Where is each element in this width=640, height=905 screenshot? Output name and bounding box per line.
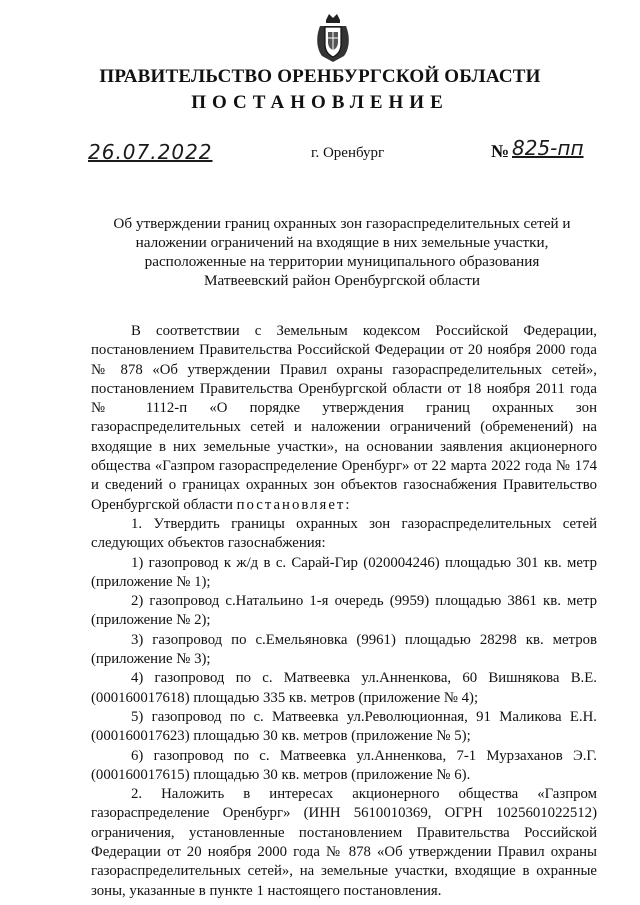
object-item: 1) газопровод к ж/д в с. Сарай-Гир (020004246) площадью 301 кв. метр (приложение № 1); — [91, 554, 597, 590]
document-city: г. Оренбург — [311, 145, 385, 161]
document-number: 825-пп — [512, 136, 584, 160]
subject-line: наложении ограничений на входящие в них земельные участки, — [135, 234, 549, 251]
object-item: 6) газопровод по с. Матвеевка ул.Анненкова, 7-1 Мурзаханов Э.Г. (000160017615) площадью 30 кв. метров (приложение № 6). — [91, 747, 597, 783]
government-title: ПРАВИТЕЛЬСТВО ОРЕНБУРГСКОЙ ОБЛАСТИ — [99, 66, 541, 87]
object-item: 4) газопровод по с. Матвеевка ул.Анненкова, 60 Вишнякова В.Е. (000160017618) площадью 335 кв. метров (приложение № 4); — [91, 670, 597, 706]
object-item: 5) газопровод по с. Матвеевка ул.Революционная, 91 Маликова Е.Н. (000160017623) площадью 30 кв. метров (приложение № 5); — [91, 708, 597, 745]
document-type: ПОСТАНОВЛЕНИЕ — [191, 92, 449, 113]
subject-line: расположенные на территории муниципального образования — [144, 253, 540, 270]
document-body — [91, 322, 597, 901]
subject-line: Об утверждении границ охранных зон газораспределительных сетей и — [113, 215, 571, 232]
object-item: 3) газопровод по с.Емельяновка (9961) площадью 28298 кв. метров (приложение № 3); — [91, 631, 597, 668]
object-item: 2) газопровод с.Натальино 1-я очередь (9959) площадью 3861 кв. метр (приложение № 2); — [91, 593, 597, 629]
subject-line: Матвеевский район Оренбургской области — [204, 272, 480, 289]
document-date: 26.07.2022 — [88, 140, 213, 164]
item-1: 1. Утвердить границы охранных зон газораспределительных сетей следующих объектов газоснабжения: — [91, 515, 597, 552]
preamble-paragraph — [91, 322, 597, 515]
number-sign: № — [491, 141, 510, 161]
item-2: 2. Наложить в интересах акционерного общества «Газпром газораспределение Оренбург» (ИНН 5610010369, ОГРН 1025601022512) ограничения, установленные постановлением Правительства Российской Федерации от 20 ноября 2000 года № 878 «Об утверждении Правил охраны газораспределительных сетей», на земельные участки, входящие в охранные зоны, указанные в пункте 1 настоящего постановления. — [91, 786, 597, 899]
preamble-text: В соответствии с Земельным кодексом Российской Федерации, постановлением Правительства Российской Федерации от 20 ноября 2000 года № 878 «Об утверждении Правил охраны газораспределительных сетей», постановлением Правительства Оренбургской области от 18 ноября 2011 года № 1112-п «О порядке утверждения границ охранных зон газораспределительных сетей и наложении ограничений (обременений) на входящие в них земельные участки», на основании заявления акционерного общества «Газпром газораспределение Оренбург» от 22 марта 2022 года № 174 и сведений о границах охранных зон объектов газоснабжения Правительство Оренбургской области — [91, 323, 597, 513]
decree-word: постановляет: — [236, 496, 352, 513]
document-subject — [92, 214, 592, 290]
coat-of-arms-icon — [314, 12, 352, 64]
